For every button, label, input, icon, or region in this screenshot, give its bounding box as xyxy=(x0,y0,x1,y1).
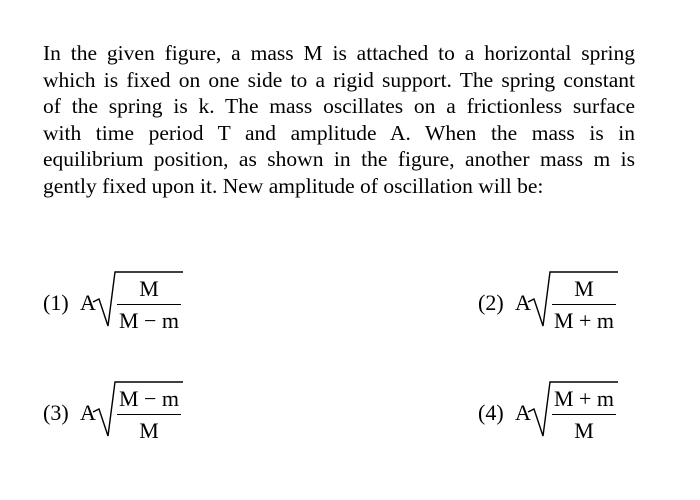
option-2-number: (2) xyxy=(478,290,504,315)
option-1-amplitude: A xyxy=(80,290,96,315)
question-line-4: with time period T and amplitude A. When the mass is in xyxy=(43,120,635,145)
question-line-6: gently fixed upon it. New amplitude of oscillation will be: xyxy=(43,173,544,198)
option-4-numerator: M + m xyxy=(553,386,615,411)
option-4-number: (4) xyxy=(478,400,504,425)
option-1-number: (1) xyxy=(43,290,69,315)
question-text xyxy=(43,40,635,199)
option-3-number: (3) xyxy=(43,400,69,425)
question-line-1: In the given figure, a mass M is attached to a horizontal spring xyxy=(43,41,635,65)
question-line-5: equilibrium position, as shown in the figure, another mass m is xyxy=(43,147,635,171)
option-1[interactable] xyxy=(43,270,193,340)
option-3-numerator: M − m xyxy=(118,386,180,411)
option-3-amplitude: A xyxy=(80,400,96,425)
option-4-denominator: M xyxy=(574,418,594,443)
option-2-denominator: M + m xyxy=(553,308,615,333)
option-2-numerator: M xyxy=(574,276,594,301)
option-2-amplitude: A xyxy=(515,290,531,315)
option-2[interactable] xyxy=(478,270,628,340)
option-3[interactable] xyxy=(43,380,193,450)
option-4[interactable] xyxy=(478,380,628,450)
option-1-numerator: M xyxy=(139,276,159,301)
option-4-amplitude: A xyxy=(515,400,531,425)
question-line-3: of the spring is k. The mass oscillates on a frictionless surface xyxy=(43,94,635,118)
option-1-denominator: M − m xyxy=(118,308,180,333)
question-line-2: which is fixed on one side to a rigid support. The spring constant xyxy=(43,67,635,92)
option-3-denominator: M xyxy=(139,418,159,443)
